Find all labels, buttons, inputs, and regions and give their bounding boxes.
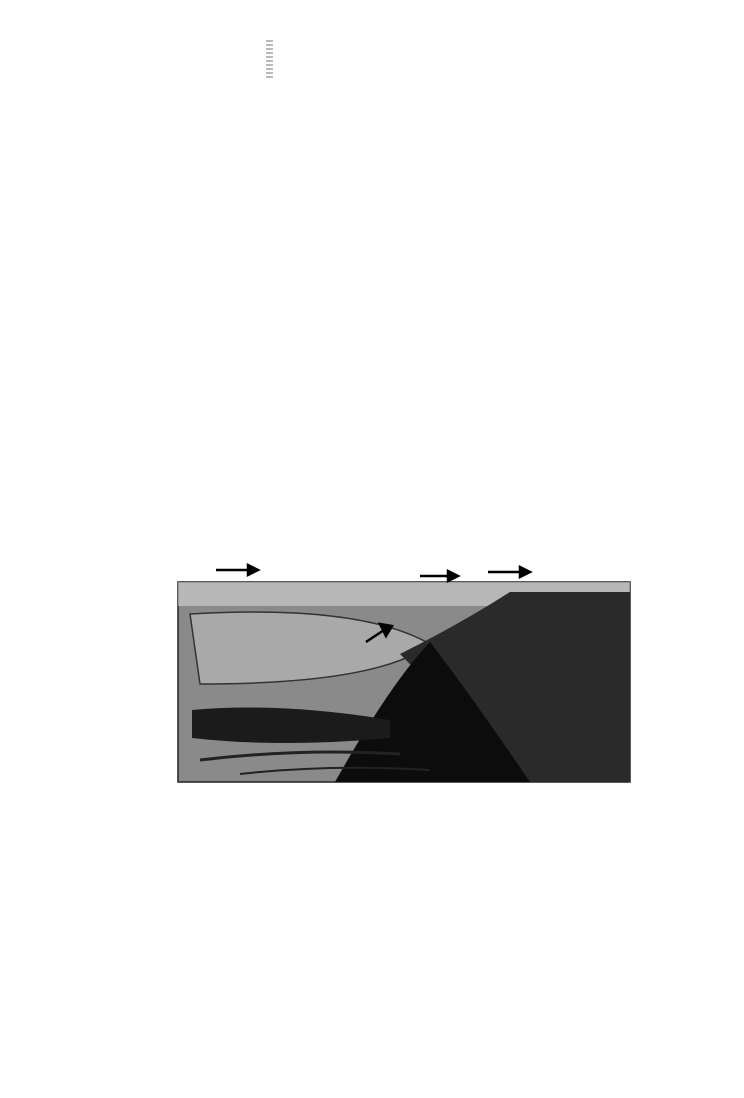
- figure-6-7: [130, 534, 640, 804]
- header-ornament: [266, 40, 273, 78]
